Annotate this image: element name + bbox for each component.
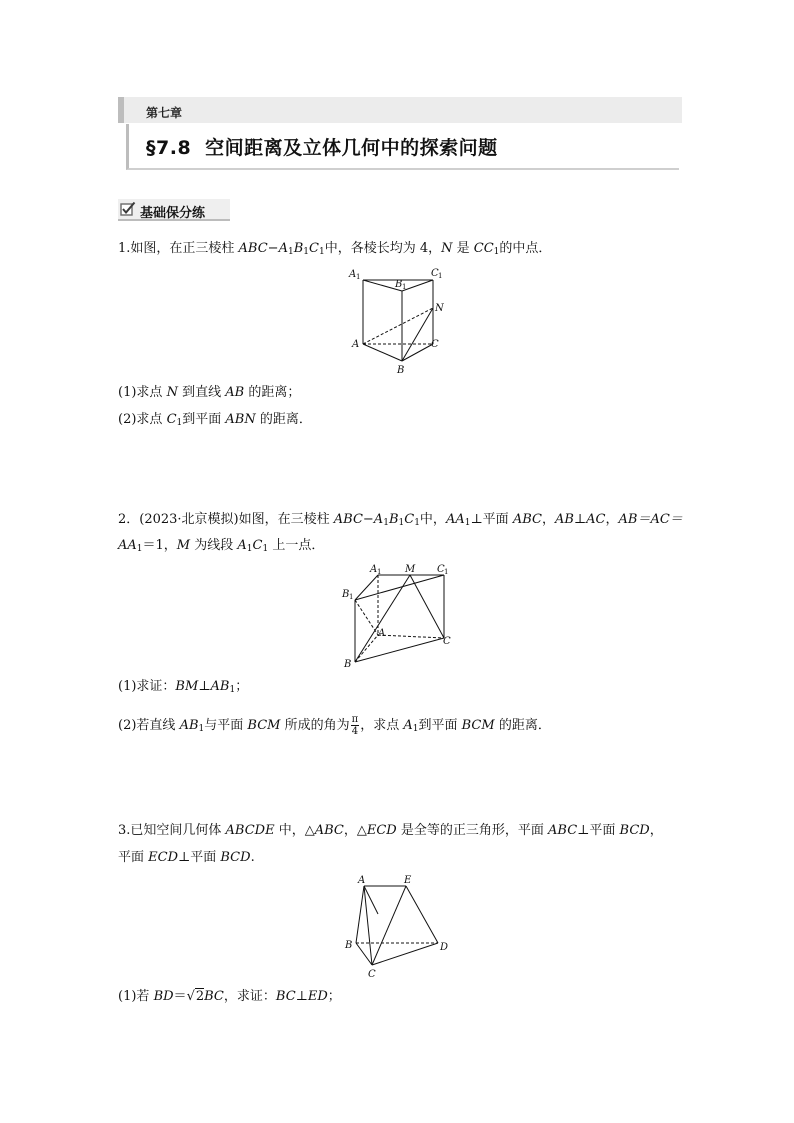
problem-2-statement: 2．(2023·北京模拟)如图，在三棱柱 $ABC-A_1B_1C_1$中，$AA_1\perp$平面 ABC，AB⊥AC，AB＝AC＝	[118, 512, 683, 528]
problem-1-q2: (2)求点 $C_1$到平面 ABN 的距离．	[118, 412, 312, 428]
problem-1-q1: (1)求点 N 到直线 AB 的距离；	[118, 385, 301, 400]
label-C1: C	[437, 564, 445, 575]
problem-2-q2: (2)若直线 $AB_1$与平面 BCM 所成的角为 $\frac{\pi}{4}$ ，求点 $A_1$到平面 BCM 的距离．	[118, 714, 551, 737]
label-A: A	[378, 628, 386, 639]
label-A: A	[358, 875, 366, 886]
label-A: A	[352, 339, 360, 350]
svg-text:1: 1	[377, 568, 382, 576]
label-B1: B	[395, 279, 403, 290]
label-B: B	[397, 365, 405, 376]
prism-figure-2	[340, 560, 455, 672]
chapter-bar	[118, 97, 682, 123]
fraction-pi-over-4: $\frac{\pi}{4}$	[351, 714, 359, 737]
problem-3-statement-line2: 平面 ECD⊥平面 BCD.	[118, 850, 255, 865]
label-A1: A	[370, 564, 378, 575]
svg-text:1: 1	[356, 273, 361, 281]
problem-1-statement: 1.如图，在正三棱柱 $ABC-A_1B_1C_1$中，各棱长均为 4，N 是 $CC_1$的中点．	[118, 241, 552, 257]
label-B: B	[344, 659, 352, 670]
label-B: B	[345, 940, 353, 951]
label-E: E	[404, 875, 412, 886]
label-B1: B	[342, 589, 350, 600]
section-title-text: 空间距离及立体几何中的探索问题	[205, 137, 498, 159]
problem-3-statement: 3.已知空间几何体 ABCDE 中，△ABC，△ECD 是全等的正三角形，平面 ABC⊥平面 BCD，	[118, 823, 663, 838]
label-C1: C	[431, 268, 439, 279]
svg-text:1: 1	[349, 593, 354, 601]
sqrt-radicand: 2	[195, 989, 205, 1004]
solid-figure-3	[340, 870, 455, 982]
prism-figure-1	[345, 265, 445, 377]
sqrt-sign: √	[186, 989, 195, 1004]
practice-label: 基础保分练	[140, 206, 206, 221]
label-C: C	[431, 339, 439, 350]
problem-3-q1: (1)若 BD＝√2BC，求证：BC⊥ED；	[118, 989, 341, 1004]
svg-text:1: 1	[402, 283, 407, 291]
problem-2-q1: (1)求证：$BM\perp AB_1$；	[118, 679, 249, 695]
label-N: N	[435, 303, 444, 314]
section-title	[146, 133, 498, 160]
svg-text:1: 1	[438, 272, 443, 280]
label-C: C	[368, 969, 376, 980]
problem-2-statement-line2: $AA_1=1$，M 为线段 $A_1C_1$ 上一点．	[118, 538, 325, 554]
chapter-label: 第七章	[146, 106, 183, 120]
label-M: M	[405, 564, 416, 575]
label-C: C	[443, 636, 451, 647]
label-A1: A	[349, 269, 357, 280]
section-number: §7.8	[146, 137, 192, 159]
check-box-icon	[120, 201, 136, 216]
svg-text:1: 1	[444, 568, 449, 576]
label-D: D	[440, 942, 449, 953]
